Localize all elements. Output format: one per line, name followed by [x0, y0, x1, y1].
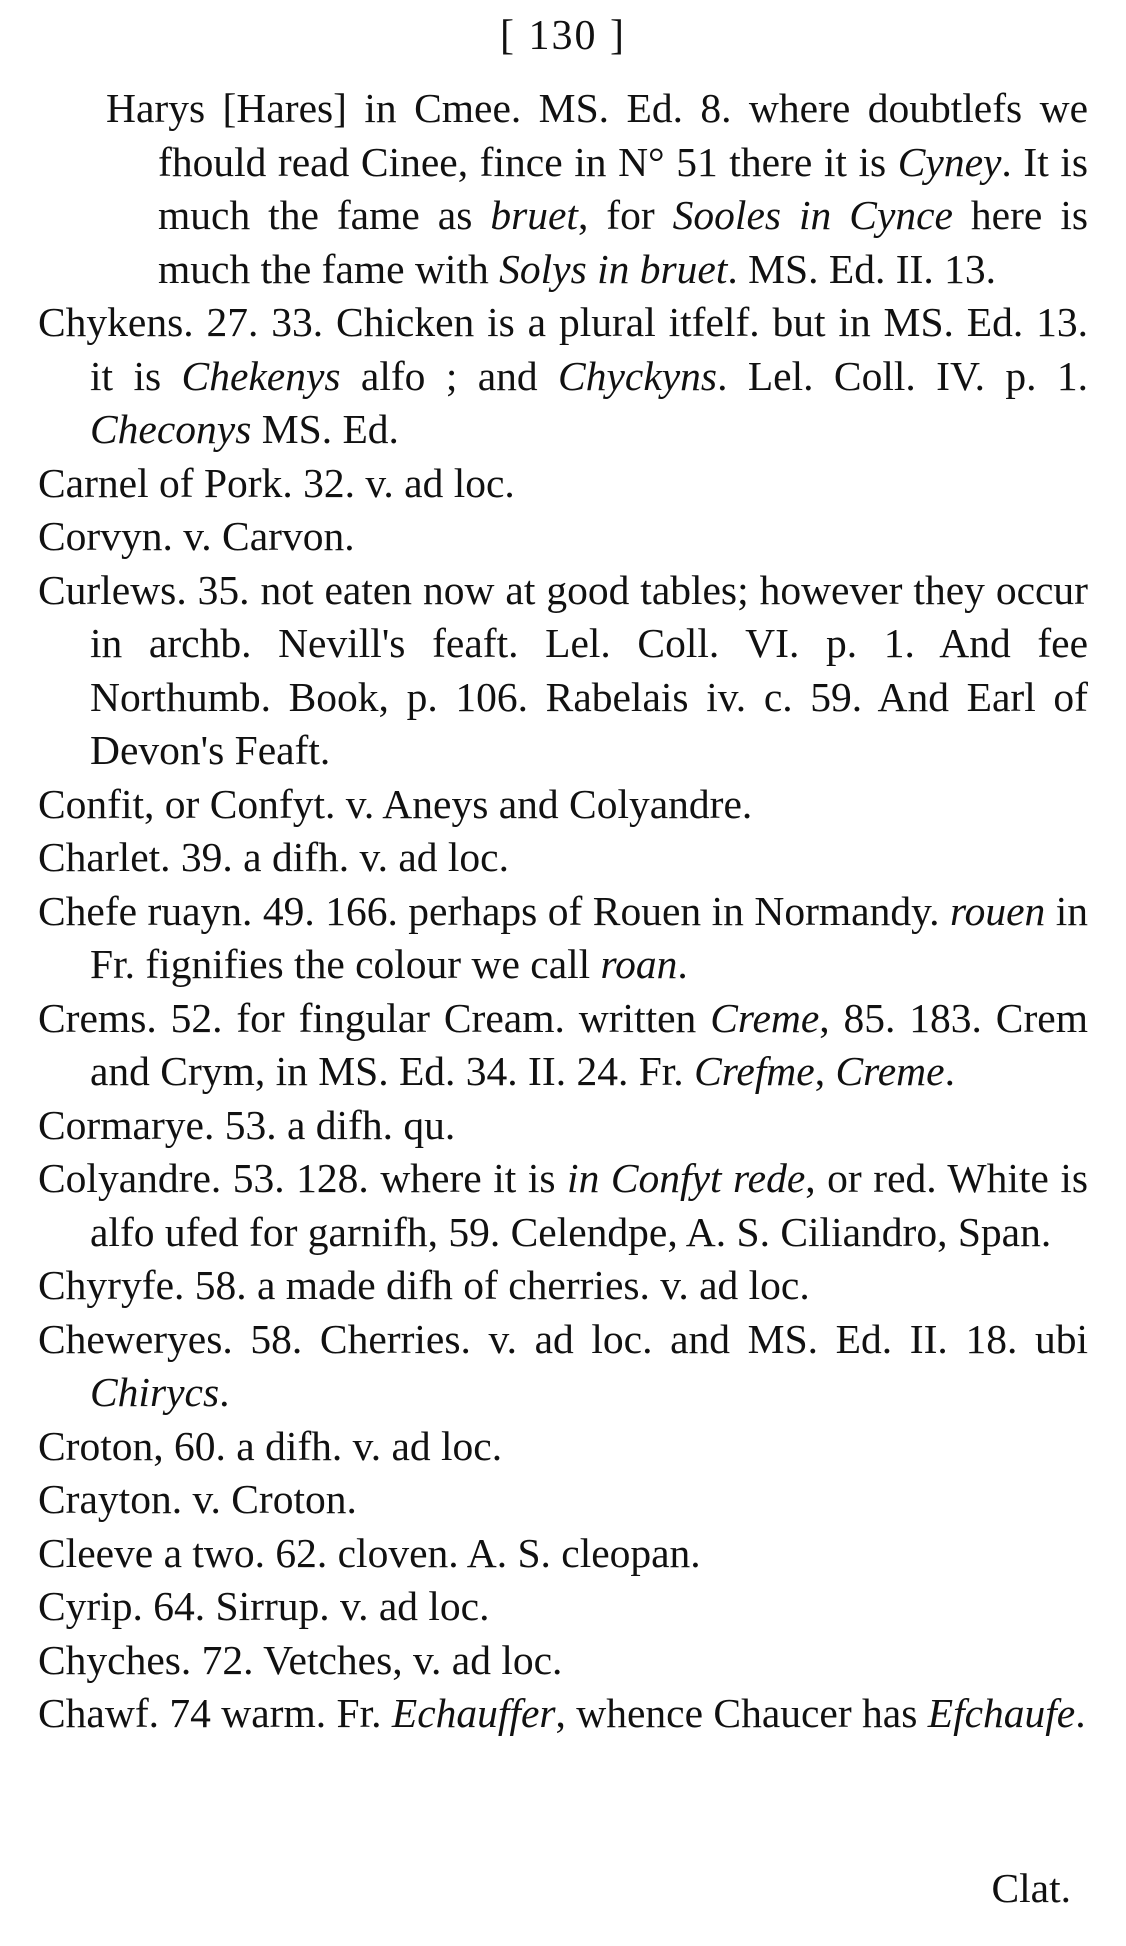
italic-term: Creme — [710, 994, 820, 1041]
italic-term: Sooles in Cynce — [672, 192, 953, 238]
entry-text: Confit, or Confyt. v. Aneys and Colyandre. — [38, 780, 753, 827]
entry-text: Harys [Hares] in Cmee. MS. Ed. 8. where doubtlefs we fhould read Cinee, fince in N° 51 there it is — [106, 85, 1088, 185]
glossary-entry — [38, 457, 1088, 511]
entry-text: . It is much the fame as — [158, 138, 1088, 238]
entry-text: Cleeve a two. 62. cloven. A. S. cleopan. — [38, 1529, 701, 1576]
entry-text: Corvyn. v. Carvon. — [38, 513, 355, 559]
glossary-entry — [38, 885, 1088, 992]
italic-term: Chekenys — [181, 352, 341, 399]
entry-text: Charlet. 39. a difh. v. ad loc. — [38, 834, 509, 880]
glossary-entries — [38, 82, 1088, 1741]
entry-text: here is much the fame with — [158, 192, 1088, 292]
italic-term: in Confyt rede — [567, 1155, 806, 1201]
entry-text: , — [814, 1048, 836, 1094]
entry-text: . — [944, 1048, 955, 1094]
glossary-entry — [38, 1473, 1088, 1527]
entry-text: , for — [577, 192, 673, 238]
glossary-entry — [38, 831, 1088, 885]
entry-text: , or red. White is alfo ufed for garnifh, 59. Celendpe, A. S. Ciliandro, Span. — [90, 1155, 1089, 1255]
italic-term: bruet — [490, 192, 578, 238]
entry-text: . — [677, 941, 688, 987]
italic-term: Creme — [835, 1048, 945, 1094]
entry-text: Chawf. 74 warm. Fr. — [38, 1690, 392, 1736]
glossary-entry — [38, 992, 1088, 1099]
entry-text: Crayton. v. Croton. — [38, 1476, 357, 1522]
glossary-entry — [38, 1420, 1088, 1474]
entry-text: . Lel. Coll. IV. p. 1. — [717, 352, 1088, 399]
entry-text: Chyryfe. 58. a made difh of cherries. v. ad loc. — [38, 1262, 810, 1308]
italic-term: Crefme — [694, 1048, 815, 1094]
entry-text: . — [219, 1369, 230, 1415]
glossary-entry — [38, 1527, 1088, 1581]
glossary-entry — [38, 82, 1088, 296]
catchword: Clat. — [991, 1865, 1071, 1911]
glossary-entry — [38, 564, 1088, 778]
entry-text: Crems. 52. for fingular Cream. written — [38, 994, 711, 1041]
entry-text: , 85. 183. Crem and Crym, in MS. Ed. 34. II. 24. Fr. — [90, 994, 1089, 1094]
italic-term: rouen — [949, 887, 1046, 934]
italic-term: Echauffer — [391, 1690, 556, 1736]
italic-term: Chirycs — [90, 1369, 220, 1415]
entry-text: Chyches. 72. Vetches, v. ad loc. — [38, 1636, 563, 1683]
glossary-entry — [38, 1259, 1088, 1313]
entry-text: Carnel of Pork. 32. v. ad loc. — [38, 459, 515, 506]
entry-text: Curlews. 35. not eaten now at good tables; however they occur in archb. Nevill's feaft. Lel. Coll. VI. p. 1. And fee Northumb. Book, p. 106. Rabelais iv. c. 59. And Earl of Devon's Feaft. — [38, 566, 1088, 773]
glossary-entry — [38, 1634, 1088, 1688]
entry-text: . MS. Ed. II. 13. — [727, 245, 996, 292]
entry-text: in Fr. fignifies the colour we call — [90, 887, 1089, 987]
entry-text: Colyandre. 53. 128. where it is — [38, 1155, 568, 1201]
entry-text: MS. Ed. — [251, 406, 399, 452]
glossary-entry — [38, 296, 1088, 457]
italic-term: Solys in bruet — [499, 245, 728, 292]
glossary-entry — [38, 1152, 1088, 1259]
glossary-entry — [38, 1099, 1088, 1153]
entry-text: Croton, 60. a difh. v. ad loc. — [38, 1422, 503, 1469]
glossary-entry — [38, 778, 1088, 832]
entry-text: Chykens. 27. 33. Chicken is a plural itfelf. but in MS. Ed. 13. it is — [38, 299, 1088, 399]
italic-term: roan — [600, 941, 678, 987]
entry-text: Chefe ruayn. 49. 166. perhaps of Rouen in Normandy. — [38, 887, 950, 934]
italic-term: Chyckyns — [558, 352, 718, 399]
glossary-entry — [38, 1580, 1088, 1634]
entry-text: Cormarye. 53. a difh. qu. — [38, 1101, 456, 1148]
entry-text: Cheweryes. 58. Cherries. v. ad loc. and MS. Ed. II. 18. ubi — [38, 1315, 1088, 1362]
entry-text: . — [1075, 1690, 1086, 1736]
italic-term: Efchaufe — [927, 1690, 1076, 1736]
entry-text: alfo ; and — [340, 352, 559, 399]
glossary-entry — [38, 1687, 1088, 1741]
glossary-entry — [38, 510, 1088, 564]
page-number: [ 130 ] — [500, 13, 626, 59]
entry-text: , whence Chaucer has — [555, 1690, 928, 1736]
italic-term: Checonys — [90, 406, 252, 452]
entry-text: Cyrip. 64. Sirrup. v. ad loc. — [38, 1583, 490, 1629]
italic-term: Cyney — [897, 138, 1002, 185]
glossary-entry — [38, 1313, 1088, 1420]
